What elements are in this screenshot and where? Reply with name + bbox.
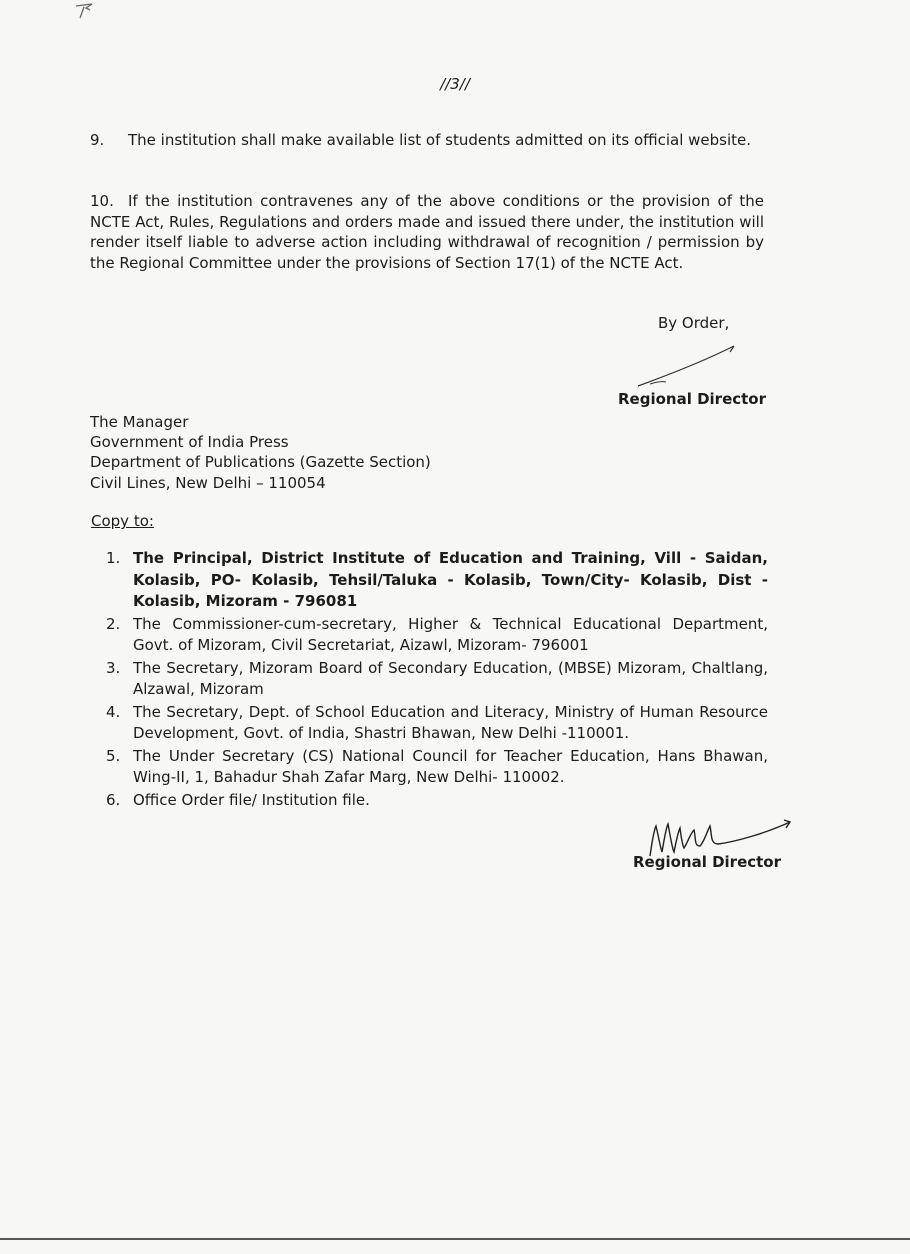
list-item — [106, 614, 768, 657]
paragraph-10-number: 10. — [90, 192, 114, 210]
list-item-number: 5. — [106, 746, 121, 765]
recipient-address — [90, 412, 431, 493]
address-line-2: Government of India Press — [90, 433, 289, 452]
list-item-number: 3. — [106, 658, 121, 677]
list-item-text: The Under Secretary (CS) National Council for Teacher Education, Hans Bhawan, Wing-II, 1, Bahadur Shah Zafar Marg, New Delhi- 110002. — [133, 746, 768, 786]
list-item-text: Office Order file/ Institution file. — [133, 790, 370, 809]
list-item-text: The Secretary, Mizoram Board of Secondary Education, (MBSE) Mizoram, Chaltlang, Alzawal, Mizoram — [133, 658, 768, 698]
paragraph-9-text: The institution shall make available list of students admitted on its official website. — [128, 131, 752, 149]
list-item — [106, 658, 768, 701]
signatory-title-1: Regional Director — [618, 390, 767, 408]
list-item-number: 2. — [106, 614, 121, 633]
list-item — [106, 746, 768, 789]
copy-to-list — [106, 548, 768, 812]
copy-to-heading: Copy to: — [91, 512, 154, 530]
list-item — [106, 702, 768, 745]
address-line-1: The Manager — [90, 413, 189, 431]
signature-1-icon — [630, 338, 750, 394]
signatory-title-2: Regional Director — [633, 853, 782, 871]
address-line-4: Civil Lines, New Delhi – 110054 — [90, 473, 326, 492]
paragraph-9 — [90, 130, 764, 151]
list-item-text: The Secretary, Dept. of School Education and Literacy, Ministry of Human Resource Development, Govt. of India, Shastri Bhawan, New Delhi -110001. — [133, 702, 768, 742]
list-item-text: The Principal, District Institute of Education and Training, Vill - Saidan, Kolasib, PO- Kolasib, Tehsil/Taluka - Kolasib, Town/City- Kolasib, Dist - Kolasib, Mizoram - 796081 — [133, 549, 768, 610]
list-item — [106, 548, 768, 613]
scan-edge-line — [0, 1238, 910, 1240]
paragraph-10 — [90, 191, 764, 273]
address-line-3: Department of Publications (Gazette Section) — [90, 453, 431, 472]
paragraph-9-number: 9. — [90, 131, 105, 149]
list-item-number: 1. — [106, 549, 121, 567]
corner-mark-icon — [74, 2, 96, 20]
list-item-text: The Commissioner-cum-secretary, Higher & Technical Educational Department, Govt. of Mizoram, Civil Secretariat, Aizawl, Mizoram- 796001 — [133, 614, 768, 654]
list-item-number: 4. — [106, 702, 121, 721]
paragraph-10-text: If the institution contravenes any of the above conditions or the provision of the NCTE Act, Rules, Regulations and orders made and issued there under, the institution will render itself liable to adverse action including withdrawal of recognition / permission by the Regional Committee under the provisions of Section 17(1) of the NCTE Act. — [90, 192, 764, 272]
list-item — [106, 790, 768, 812]
page-number: //3// — [440, 75, 470, 93]
by-order-label: By Order, — [658, 314, 730, 332]
list-item-number: 6. — [106, 790, 121, 809]
